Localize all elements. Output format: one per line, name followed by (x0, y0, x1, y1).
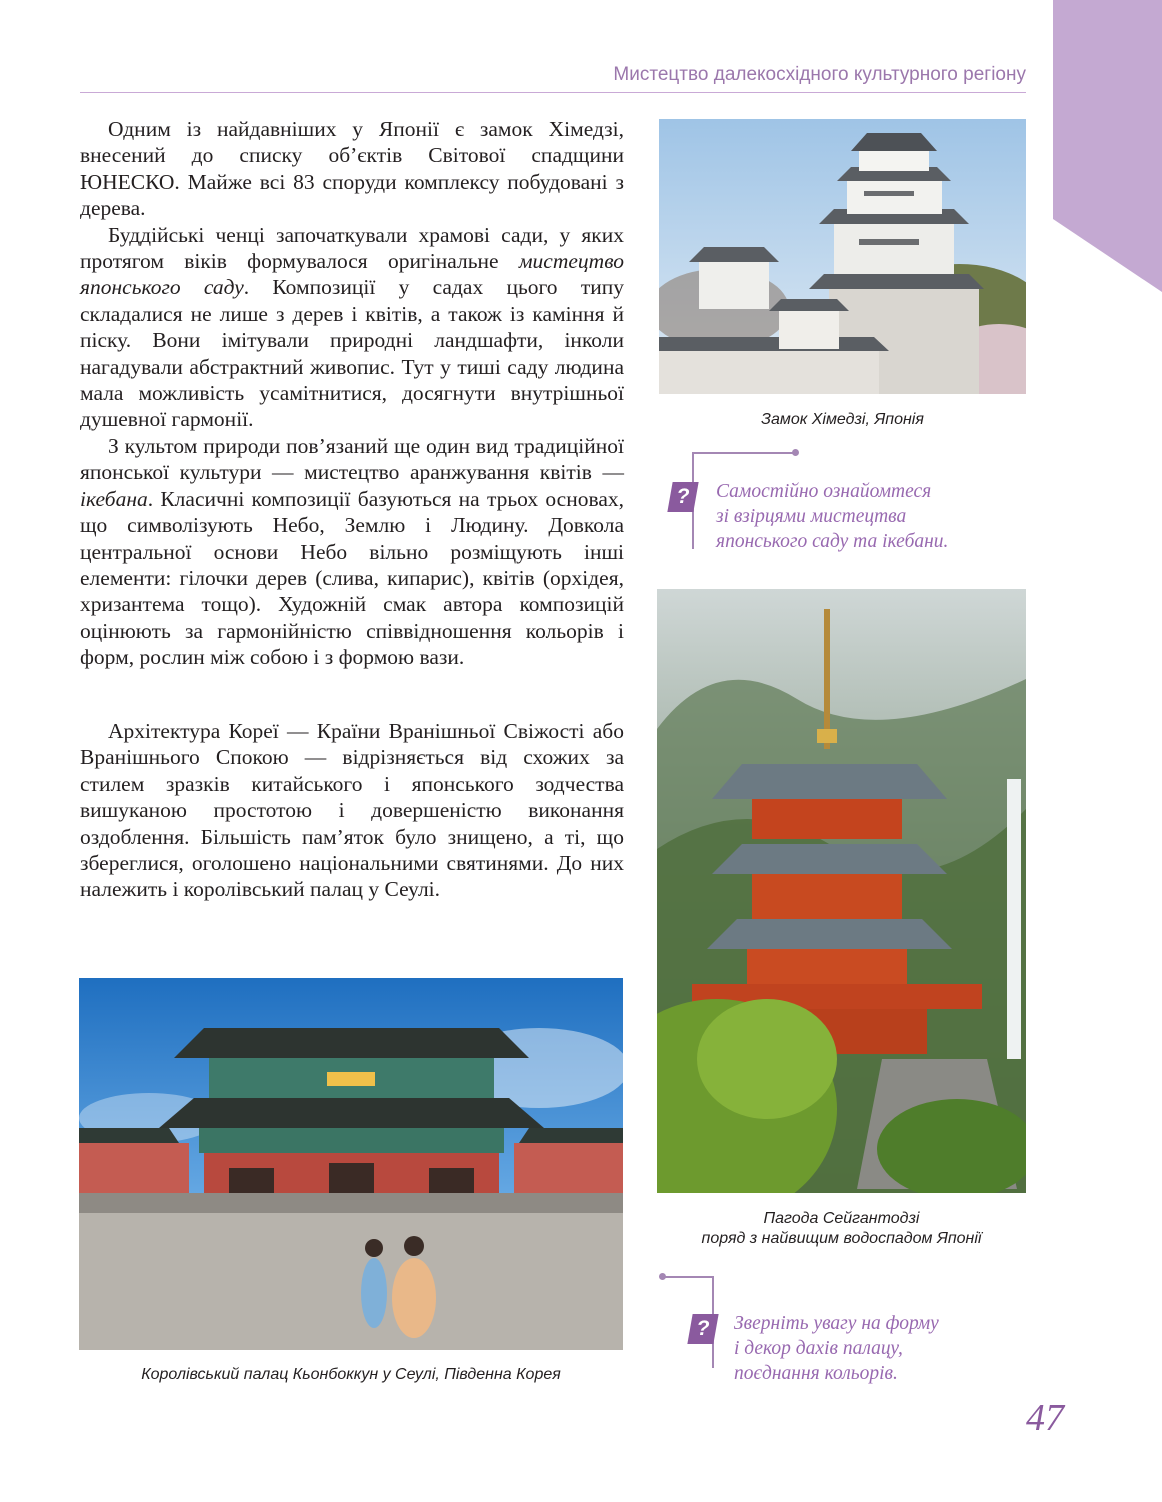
pagoda-caption: Пагода Сейгантодзі поряд з найвищим водоспадом Японії (701, 1210, 982, 1247)
gyeongbokgung-palace-illustration (79, 978, 623, 1350)
himeji-castle-photo (659, 119, 1026, 394)
korea-text-block (80, 718, 624, 903)
header-rule (80, 92, 1026, 93)
seigantoji-pagoda-illustration (657, 589, 1026, 1193)
pagoda-photo (657, 589, 1026, 1193)
question-mark-icon: ? (667, 482, 698, 512)
paragraph-gardens: Буддійські ченці започаткували храмові сади, у яких протягом віків формувалося оригінальне мистецтво японського саду. Композиції у садах цього типу складалися не лише з дерев і квітів, а також із каміння й піску. Вони імітували природні ландшафти, інколи нагадували абстрактний живопис. Тут у тиші саду людина мала можливість усамітнитися, досягнути внутрішньої душевної гармонії. (80, 222, 624, 432)
question-text-2: Зверніть увагу на форму і декор дахів палацу, поєднання кольорів. (734, 1313, 939, 1384)
palace-photo (79, 978, 623, 1350)
term-garden-art: мистецтво японського саду (80, 249, 624, 300)
paragraph-himeji: Одним із найдавніших у Японії є замок Хімедзі, внесений до списку об’єктів Світової спадщини ЮНЕСКО. Майже всі 83 споруди комплексу побудовані з дерева. (80, 117, 624, 221)
paragraph-ikebana: З культом природи пов’язаний ще один вид традиційної японської культури — мистецтво аранжування квітів — ікебана. Класичні композиції базуються на трьох основах, що символізують Небо, Землю і Людину. Довкола центральної основи Небо вільно розміщують інші елементи: гілочки дерев (слива, кипарис), квітів (орхідея, хризантема тощо). Художній смак автора композицій оцінюють за гармонійністю співвідношення кольорів і форм, рослин між собою і з формою вази. (80, 433, 624, 670)
page-number: 47 (1026, 1397, 1064, 1439)
paragraph-korea: Архітектура Кореї — Країни Вранішньої Свіжості або Вранішнього Спокою — відрізняється від схожих за стилем зразків китайського і японського зодчества вишуканою простотою і довершеністю виконання оздоблення. Більшість пам’яток було знищено, а ті, що збереглися, оголошено національними святинями. До них належить і королівський палац у Сеулі. (80, 719, 624, 902)
running-head: Мистецтво далекосхідного культурного регіону (613, 64, 1026, 85)
question-line-horizontal (692, 452, 794, 454)
main-text-block (80, 116, 624, 671)
himeji-caption: Замок Хімедзі, Японія (761, 411, 924, 428)
himeji-castle-illustration (659, 119, 1026, 394)
question-line-horizontal (662, 1276, 714, 1278)
term-ikebana: ікебана (80, 486, 148, 511)
question-text-1: Самостійно ознайомтеся зі взірцями мистецтва японського саду та ікебани. (716, 481, 949, 552)
chapter-tab (1053, 0, 1162, 292)
palace-caption: Королівський палац Кьонбоккун у Сеулі, Південна Корея (141, 1366, 561, 1383)
question-mark-icon: ? (687, 1314, 718, 1344)
